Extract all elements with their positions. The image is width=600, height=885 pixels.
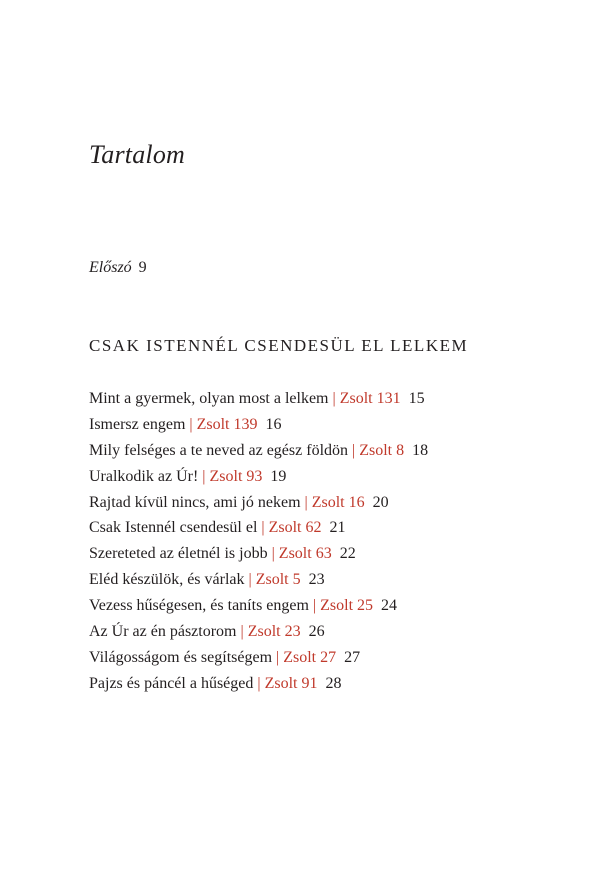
foreword-page-number: 9: [138, 259, 147, 276]
toc-entry: [89, 621, 428, 647]
toc-entry-psalm-ref: | Zsolt 27: [276, 648, 337, 666]
toc-entry-title: Rajtad kívül nincs, ami jó nekem: [89, 493, 301, 511]
toc-entry-page: 21: [329, 519, 346, 537]
toc-entry-psalm-ref: | Zsolt 93: [202, 467, 263, 485]
toc-entry-psalm-ref: | Zsolt 131: [332, 390, 401, 407]
toc-entry: [89, 595, 428, 621]
toc-entry: [89, 492, 428, 518]
foreword-label: Előszó: [89, 259, 132, 276]
toc-entry: [89, 466, 428, 492]
toc-entry-title: Eléd készülök, és várlak: [89, 571, 245, 589]
toc-entry-title: Az Úr az én pásztorom: [89, 623, 237, 641]
toc-entry-title: Csak Istennél csendesül el: [89, 519, 258, 537]
toc-entry-title: Vezess hűségesen, és taníts engem: [89, 597, 309, 615]
toc-entry: [89, 647, 428, 673]
toc-entry-page: 22: [339, 545, 356, 563]
toc-entry-title: Ismersz engem: [89, 415, 186, 433]
toc-entry-page: 16: [265, 415, 282, 433]
toc-entry-title: Uralkodik az Úr!: [89, 467, 199, 485]
toc-entry-psalm-ref: | Zsolt 63: [271, 545, 332, 563]
toc-entry: [89, 388, 428, 414]
toc-entry-title: Pajzs és páncél a hűséged: [89, 674, 254, 692]
toc-entry-page: 15: [408, 390, 425, 407]
toc-entry-psalm-ref: | Zsolt 8: [352, 441, 405, 459]
toc-entry-page: 28: [325, 674, 342, 692]
toc-entry: [89, 440, 428, 466]
page-title: Tartalom: [89, 140, 186, 169]
toc-entry: [89, 673, 428, 699]
toc-entry-psalm-ref: | Zsolt 5: [248, 571, 301, 589]
toc-entry-page: 19: [270, 467, 287, 485]
toc-entry-page: 18: [412, 441, 429, 459]
toc-entry-psalm-ref: | Zsolt 25: [312, 597, 374, 615]
toc-entry-title: Szereteted az életnél is jobb: [89, 545, 268, 563]
toc-entry: [89, 543, 428, 569]
toc-entry: [89, 414, 428, 440]
toc-entry-title: Mily felséges a te neved az egész földön: [89, 441, 349, 459]
toc-entry: [89, 569, 428, 595]
toc-entry-page: 26: [308, 623, 325, 641]
toc-entry-psalm-ref: | Zsolt 16: [304, 493, 365, 511]
toc-entry-page: 20: [372, 493, 389, 511]
foreword-entry: [89, 259, 147, 277]
toc-entry-title: Mint a gyermek, olyan most a lelkem: [89, 390, 329, 407]
toc-list: [89, 388, 428, 699]
toc-entry: [89, 517, 428, 543]
toc-entry-psalm-ref: | Zsolt 91: [257, 674, 318, 692]
toc-entry-title: Világosságom és segítségem: [89, 648, 273, 666]
toc-entry-page: 24: [381, 597, 398, 615]
toc-entry-page: 27: [344, 648, 361, 666]
section-heading: CSAK ISTENNÉL CSENDESÜL EL LELKEM: [89, 336, 469, 355]
toc-entry-psalm-ref: | Zsolt 139: [189, 415, 258, 433]
toc-entry-psalm-ref: | Zsolt 62: [261, 519, 322, 537]
toc-entry-page: 23: [308, 571, 325, 589]
toc-entry-psalm-ref: | Zsolt 23: [240, 623, 301, 641]
